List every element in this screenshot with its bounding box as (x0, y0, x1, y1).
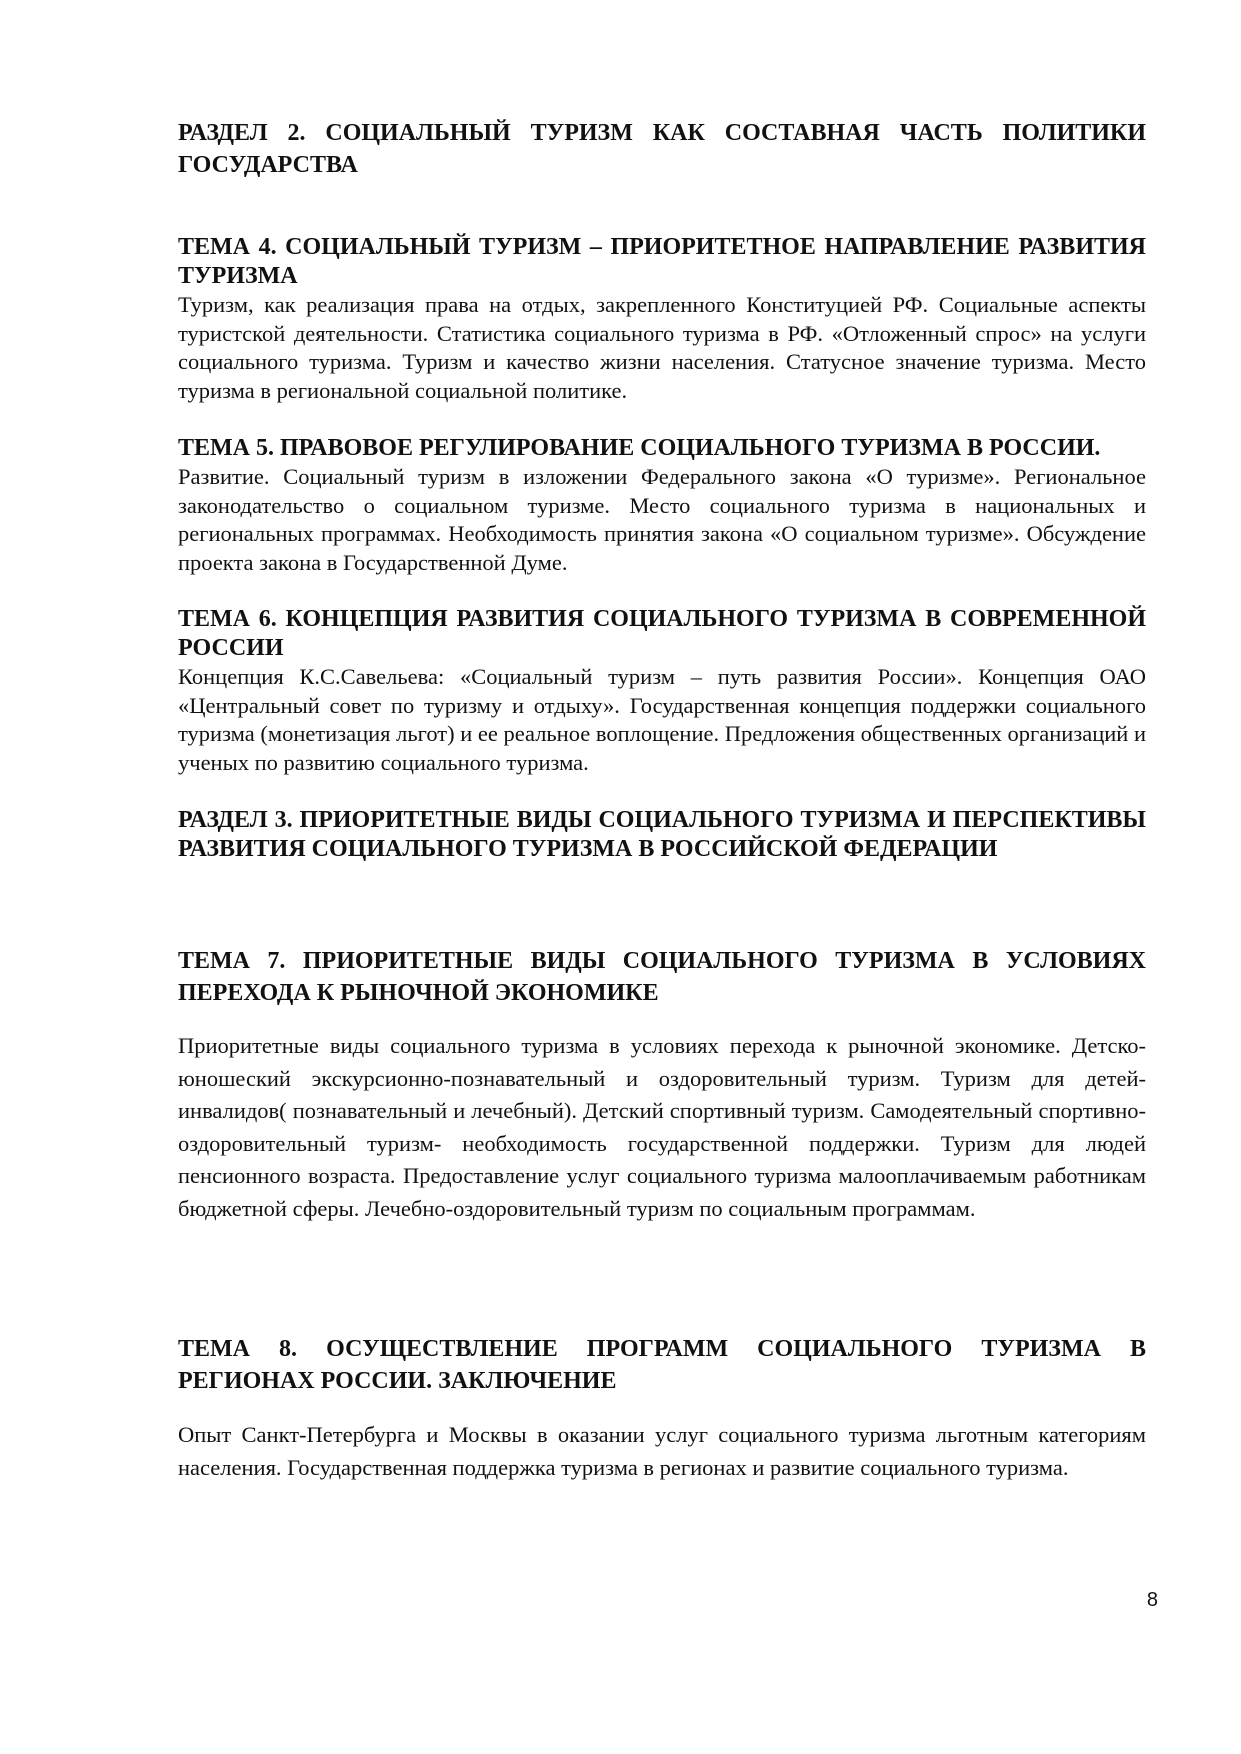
topic-4-title: ТЕМА 4. СОЦИАЛЬНЫЙ ТУРИЗМ – ПРИОРИТЕТНОЕ НАПРАВЛЕНИЕ РАЗВИТИЯ ТУРИЗМА (178, 234, 1146, 289)
topic-6-text: Концепция К.С.Савельева: «Социальный туризм – путь развития России». Концепция ОАО «Центральный совет по туризму и отдыху». Государственная концепция поддержки социального туризма (монетизация льгот) и ее реальное воплощение. Предложения общественных организаций и ученых по развитию социального туризма. (178, 664, 1146, 775)
topic-6-title: ТЕМА 6. КОНЦЕПЦИЯ РАЗВИТИЯ СОЦИАЛЬНОГО ТУРИЗМА В СОВРЕМЕННОЙ РОССИИ (178, 606, 1146, 661)
topic-7 (178, 945, 1146, 1009)
section-3-title: РАЗДЕЛ 3. ПРИОРИТЕТНЫЕ ВИДЫ СОЦИАЛЬНОГО ТУРИЗМА И ПЕРСПЕКТИВЫ РАЗВИТИЯ СОЦИАЛЬНОГО ТУРИЗМА В РОССИЙСКОЙ ФЕДЕРАЦИИ (178, 807, 1146, 862)
topic-7-text: Приоритетные виды социального туризма в условиях перехода к рыночной экономике. Детско-юношеский экскурсионно-познавательный и оздоровительный туризм. Туризм для детей-инвалидов( познавательный и лечебный). Детский спортивный туризм. Самодеятельный спортивно-оздоровительный туризм- необходимость государственной поддержки. Туризм для людей пенсионного возраста. Предоставление услуг социального туризма малооплачиваемым работникам бюджетной сферы. Лечебно-оздоровительный туризм по социальным программам. (178, 1033, 1146, 1221)
topic-8-title: ТЕМА 8. ОСУЩЕСТВЛЕНИЕ ПРОГРАММ СОЦИАЛЬНОГО ТУРИЗМА В РЕГИОНАХ РОССИИ. ЗАКЛЮЧЕНИЕ (178, 1336, 1146, 1394)
topic-7-title: ТЕМА 7. ПРИОРИТЕТНЫЕ ВИДЫ СОЦИАЛЬНОГО ТУРИЗМА В УСЛОВИЯХ ПЕРЕХОДА К РЫНОЧНОЙ ЭКОНОМИКЕ (178, 948, 1146, 1006)
section-3 (178, 806, 1146, 864)
topic-5-text: Развитие. Социальный туризм в изложении Федерального закона «О туризме». Региональное законодательство о социальном туризме. Место социального туризма в национальных и региональных программах. Необходимость принятия закона «О социальном туризме». Обсуждение проекта закона в Государственной Думе. (178, 464, 1146, 575)
topic-8-text: Опыт Санкт-Петербурга и Москвы в оказании услуг социального туризма льготным категориям населения. Государственная поддержка туризма в регионах и развитие социального туризма. (178, 1422, 1146, 1480)
topic-4-text: Туризм, как реализация права на отдых, закрепленного Конституцией РФ. Социальные аспекты туристской деятельности. Статистика социального туризма в РФ. «Отложенный спрос» на услуги социального туризма. Туризм и качество жизни населения. Статусное значение туризма. Место туризма в региональной социальной политике. (178, 292, 1146, 403)
topic-5 (178, 434, 1146, 577)
topic-6 (178, 605, 1146, 777)
page-number: 8 (1146, 1589, 1158, 1611)
topic-8-body (178, 1419, 1146, 1484)
section-2 (178, 117, 1146, 181)
topic-5-title: ТЕМА 5. ПРАВОВОЕ РЕГУЛИРОВАНИЕ СОЦИАЛЬНОГО ТУРИЗМА В РОССИИ. (178, 435, 1101, 461)
section-2-title: РАЗДЕЛ 2. СОЦИАЛЬНЫЙ ТУРИЗМ КАК СОСТАВНАЯ ЧАСТЬ ПОЛИТИКИ ГОСУДАРСТВА (178, 120, 1146, 178)
topic-7-body (178, 1030, 1146, 1225)
topic-8 (178, 1333, 1146, 1397)
topic-4 (178, 233, 1146, 405)
